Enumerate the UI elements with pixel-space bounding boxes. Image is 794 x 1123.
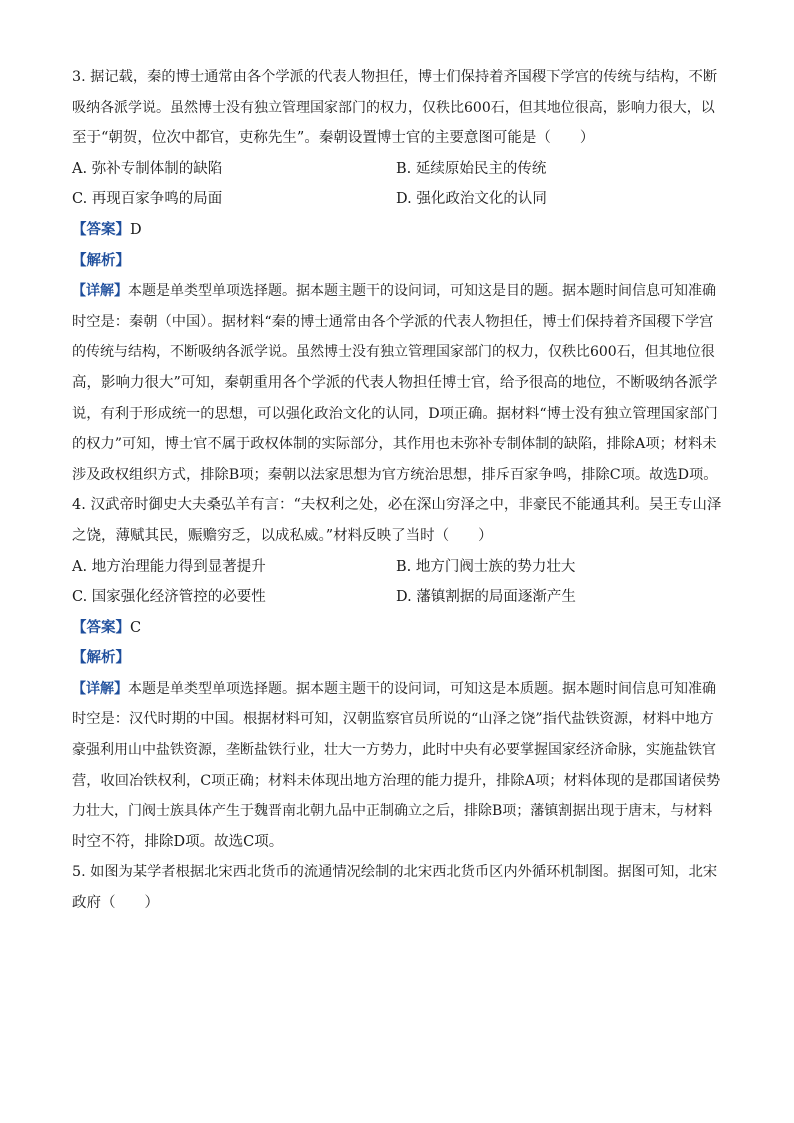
question-stem-line: 5. 如图为某学者根据北宋西北货币的流通情况绘制的北宋西北货币区内外循环机制图。据图可知，北宋 bbox=[72, 864, 718, 881]
option-c: C. 再现百家争鸣的局面 bbox=[72, 191, 223, 208]
question-3 bbox=[72, 62, 722, 490]
detail-line: 时空是：汉代时期的中国。根据材料可知，汉朝监察官员所说的“山泽之饶”指代盐铁资源，材料中地方 bbox=[72, 711, 714, 728]
detail-tag: 【详解】 bbox=[72, 680, 128, 697]
detail-line: 的传统与结构，不断吸纳各派学说。虽然博士没有独立管理国家部门的权力，仅秩比600石，但其地位很 bbox=[72, 344, 715, 361]
detail-line: 的权力”可知，博士官不属于政权体制的实际部分，其作用也未弥补专制体制的缺陷，排除A项；材料未 bbox=[72, 436, 717, 453]
answer-line bbox=[72, 215, 722, 246]
option-b: B. 地方门阀士族的势力壮大 bbox=[396, 558, 576, 575]
question-stem-line: 之饶，薄赋其民，赈赡穷乏，以成私威。”材料反映了当时（ ） bbox=[72, 527, 493, 544]
question-stem-line: 4. 汉武帝时御史大夫桑弘羊有言：“夫权利之处，必在深山穷泽之中，非豪民不能通其利。吴王专山泽 bbox=[72, 497, 722, 514]
question-stem-line: 吸纳各派学说。虽然博士没有独立管理国家部门的权力，仅秩比600石，但其地位很高，影响力很大，以 bbox=[72, 99, 715, 116]
document-page bbox=[72, 62, 722, 919]
question-stem-line: 3. 据记载，秦的博士通常由各个学派的代表人物担任，博士们保持着齐国稷下学宫的传统与结构，不断 bbox=[72, 69, 718, 85]
detail-text: 本题是单类型单项选择题。据本题主题干的设问词，可知这是目的题。据本题时间信息可知准确 bbox=[128, 283, 716, 300]
option-a: A. 弥补专制体制的缺陷 bbox=[72, 160, 223, 177]
question-stem-line: 政府（ ） bbox=[72, 895, 159, 912]
analysis-heading bbox=[72, 643, 722, 674]
option-d: D. 强化政治文化的认同 bbox=[396, 191, 547, 208]
analysis-tag: 【解析】 bbox=[72, 251, 130, 269]
detail-line bbox=[72, 674, 722, 705]
options-row bbox=[72, 184, 722, 215]
detail-line: 时空不符，排除D项。故选C项。 bbox=[72, 833, 284, 850]
option-a: A. 地方治理能力得到显著提升 bbox=[72, 558, 266, 575]
options-row bbox=[72, 154, 722, 185]
option-b: B. 延续原始民主的传统 bbox=[396, 160, 547, 177]
analysis-heading bbox=[72, 246, 722, 277]
detail-line: 说，有利于形成统一的思想，可以强化政治文化的认同，D项正确。据材料“博士没有独立管理国家部门 bbox=[72, 405, 718, 422]
answer-value: C bbox=[130, 619, 142, 636]
detail-line: 力壮大，门阀士族具体产生于魏晋南北朝九品中正制确立之后，排除B项；藩镇割据出现于唐末，与材料 bbox=[72, 803, 713, 820]
detail-tag: 【详解】 bbox=[72, 283, 128, 300]
detail-line: 涉及政权组织方式，排除B项；秦朝以法家思想为官方统治思想，排斥百家争鸣，排除C项。故选D项。 bbox=[72, 466, 718, 483]
answer-tag: 【答案】 bbox=[72, 220, 130, 238]
detail-line: 豪强利用山中盐铁资源，垄断盐铁行业，壮大一方势力，此时中央有必要掌握国家经济命脉，实施盐铁官 bbox=[72, 742, 716, 759]
options-row bbox=[72, 582, 722, 613]
question-stem-line: 至于“朝贺，位次中都官，吏称先生”。秦朝设置博士官的主要意图可能是（ ） bbox=[72, 130, 595, 147]
question-5 bbox=[72, 857, 722, 918]
answer-tag: 【答案】 bbox=[72, 618, 130, 636]
question-4 bbox=[72, 490, 722, 857]
detail-line bbox=[72, 276, 722, 307]
answer-value: D bbox=[130, 221, 142, 238]
answer-line bbox=[72, 613, 722, 644]
option-d: D. 藩镇割据的局面逐渐产生 bbox=[396, 589, 576, 606]
detail-line: 营，收回冶铁权利，C项正确；材料未体现出地方治理的能力提升，排除A项；材料体现的是郡国诸侯势 bbox=[72, 772, 721, 789]
detail-line: 高，影响力很大”可知，秦朝重用各个学派的代表人物担任博士官，给予很高的地位，不断吸纳各派学 bbox=[72, 374, 718, 391]
detail-text: 本题是单类型单项选择题。据本题主题干的设问词，可知这是本质题。据本题时间信息可知准确 bbox=[128, 680, 716, 697]
detail-line: 时空是：秦朝（中国）。据材料“秦的博士通常由各个学派的代表人物担任，博士们保持着齐国稷下学宫 bbox=[72, 313, 714, 330]
options-row bbox=[72, 552, 722, 583]
option-c: C. 国家强化经济管控的必要性 bbox=[72, 589, 266, 606]
analysis-tag: 【解析】 bbox=[72, 649, 130, 667]
